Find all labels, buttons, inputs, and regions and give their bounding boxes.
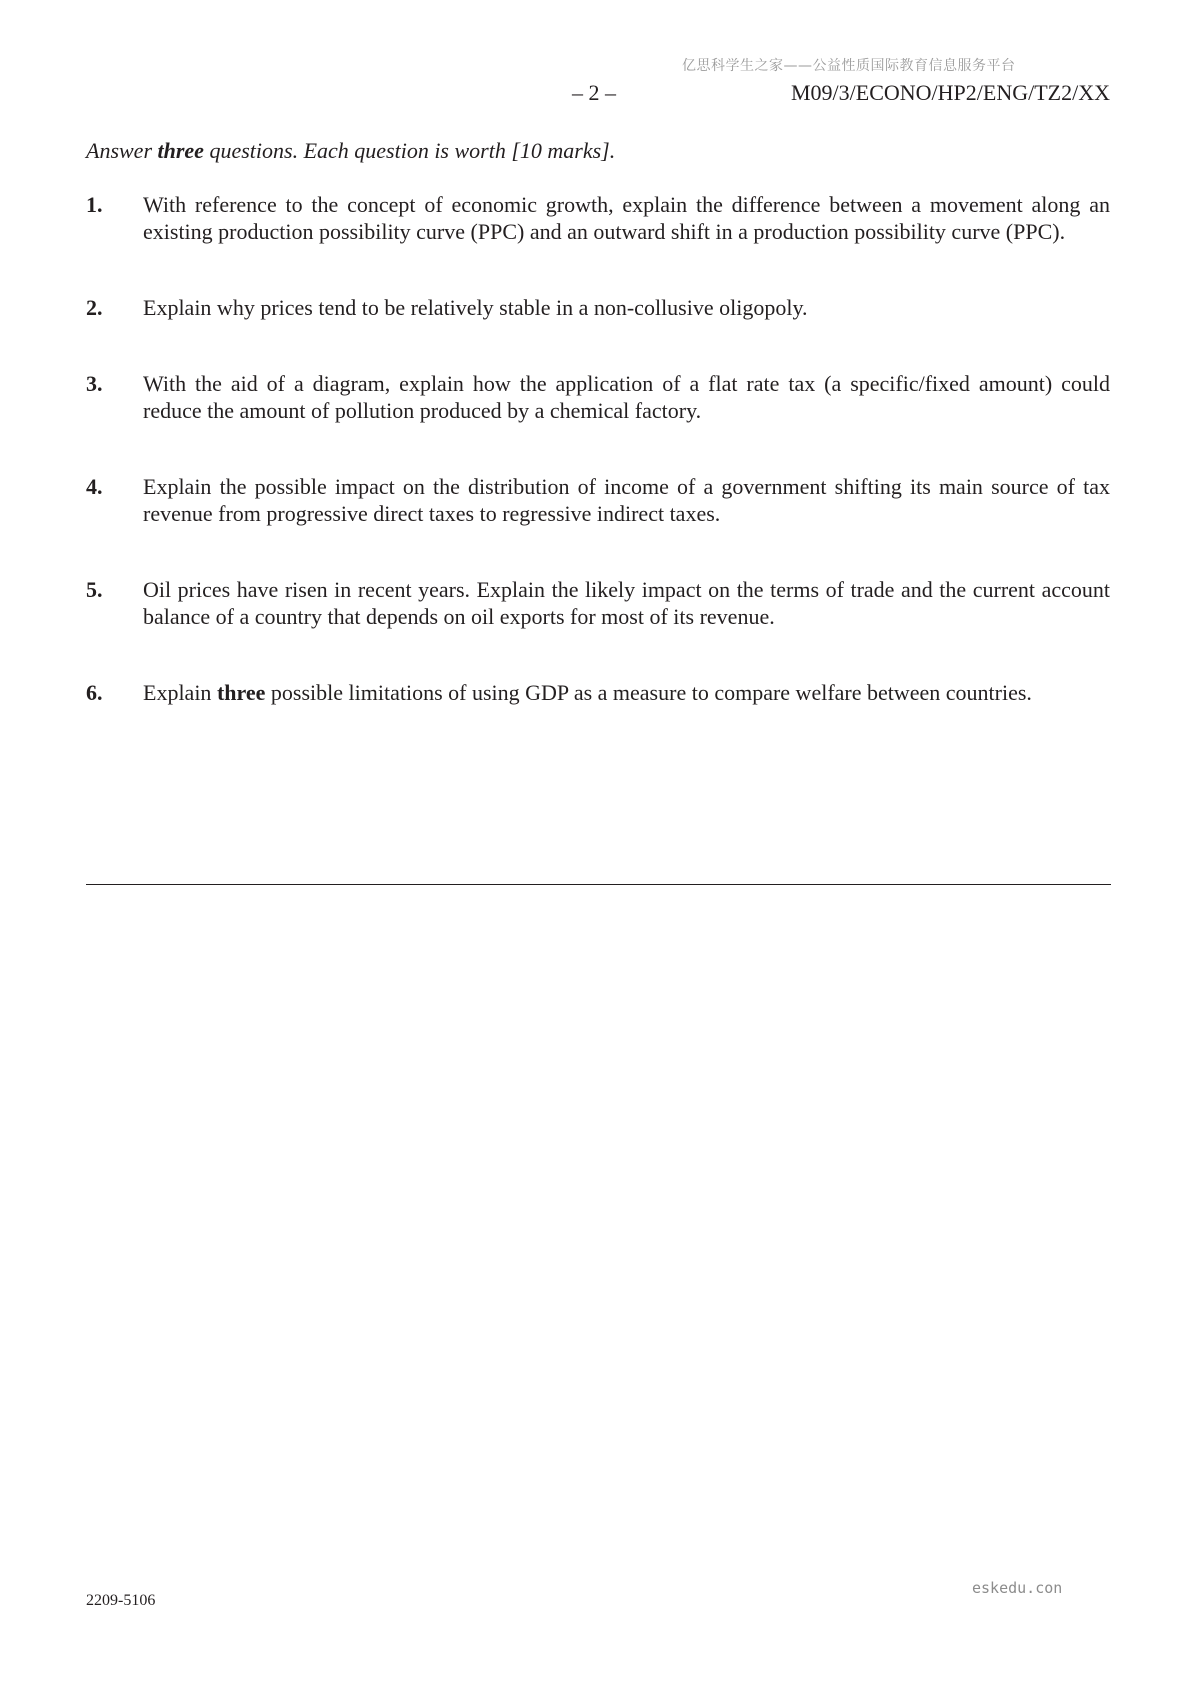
question-number: 4.: [86, 474, 103, 499]
exam-instructions: [86, 138, 615, 164]
instructions-suffix: questions. Each question is worth [10 marks].: [203, 138, 616, 163]
question-5: [86, 576, 1110, 630]
question-number: 1.: [86, 192, 103, 217]
question-2: [86, 294, 1110, 321]
question-3: [86, 370, 1110, 424]
header-watermark: 亿思科学生之家——公益性质国际教育信息服务平台: [682, 58, 1016, 74]
question-text: With the aid of a diagram, explain how the application of a flat rate tax (a specific/fixed amount) could reduce the amount of pollution produced by a chemical factory.: [143, 371, 1110, 423]
question-number: 5.: [86, 577, 103, 602]
question-number: 6.: [86, 680, 103, 705]
question-number: 2.: [86, 295, 103, 320]
footer-watermark: eskedu.con: [972, 1579, 1063, 1597]
question-text: Oil prices have risen in recent years. Explain the likely impact on the terms of trade and the current account balance of a country that depends on oil exports for most of its revenue.: [143, 577, 1110, 629]
question-text: [143, 679, 1110, 706]
footer-code: 2209-5106: [86, 1592, 156, 1609]
section-divider: [86, 884, 1111, 885]
question-list: [86, 191, 1110, 706]
question-text-emphasis: three: [216, 680, 266, 705]
question-text: Explain why prices tend to be relatively stable in a non-collusive oligopoly.: [143, 295, 808, 320]
question-1: [86, 191, 1110, 245]
question-text: Explain the possible impact on the distribution of income of a government shifting its main source of tax revenue from progressive direct taxes to regressive indirect taxes.: [143, 474, 1110, 526]
paper-code: M09/3/ECONO/HP2/ENG/TZ2/XX: [791, 80, 1110, 105]
question-text-prefix: Explain: [143, 680, 217, 705]
question-6: [86, 679, 1110, 706]
question-number: 3.: [86, 371, 103, 396]
question-text: With reference to the concept of economic growth, explain the difference between a movement along an existing production possibility curve (PPC) and an outward shift in a production possibility curve (PPC).: [143, 192, 1110, 244]
question-text-suffix: possible limitations of using GDP as a measure to compare welfare between countries.: [265, 680, 1032, 705]
instructions-emphasis: three: [157, 138, 204, 163]
question-4: [86, 473, 1110, 527]
instructions-prefix: Answer: [86, 138, 158, 163]
page-number: – 2 –: [572, 80, 616, 105]
